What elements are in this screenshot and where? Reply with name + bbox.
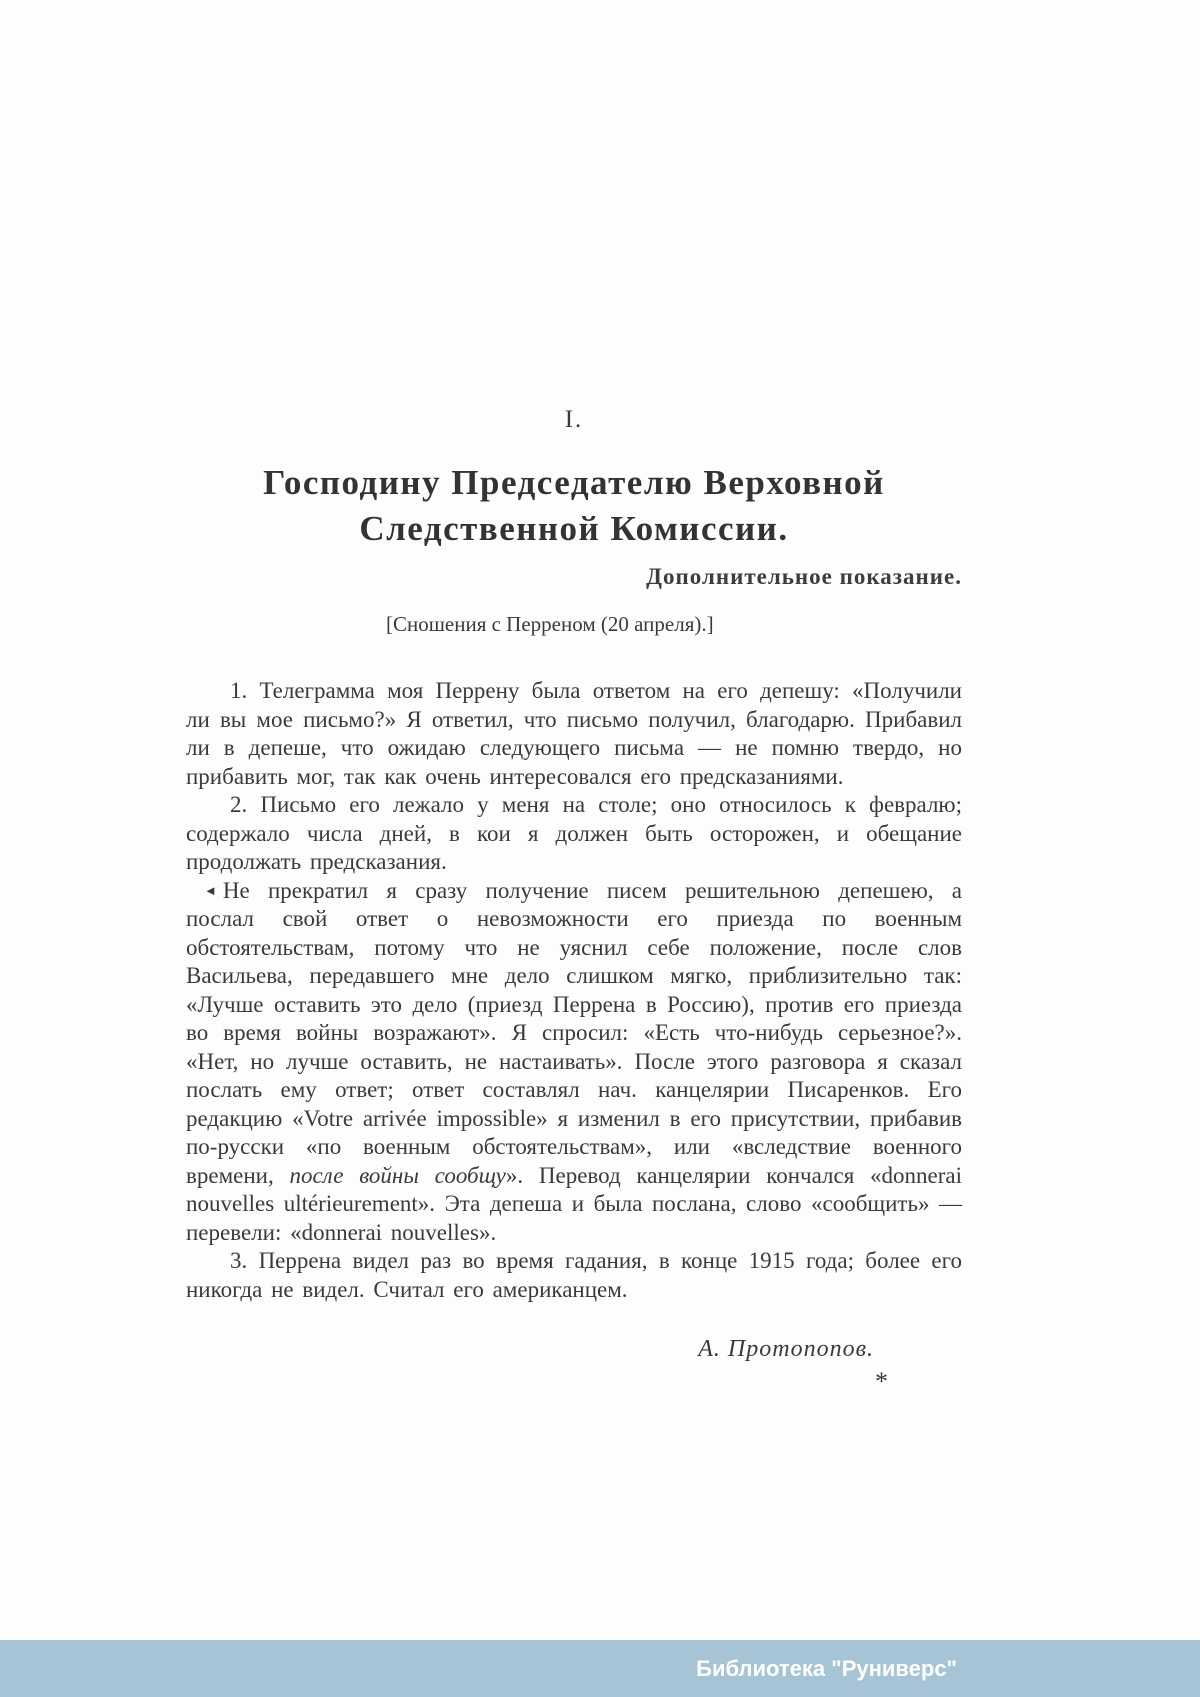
signature: А. Протопопов. bbox=[698, 1336, 874, 1362]
paragraph-marker-icon: ◄ bbox=[204, 882, 217, 898]
paragraph-3-italic-phrase: после войны сообщу bbox=[289, 1162, 506, 1188]
document-title bbox=[186, 460, 962, 552]
paragraph-3 bbox=[186, 877, 962, 1248]
footer-bar bbox=[0, 1640, 1200, 1697]
document-body bbox=[186, 677, 962, 1304]
paragraph-2: 2. Письмо его лежало у меня на столе; оно относилось к февралю; содержало числа дней, в кои я должен быть осторожен, и обещание продолжать предсказания. bbox=[186, 792, 962, 874]
paragraph-3-text: Не прекратил я сразу получение писем решительною депешею, а послал свой ответ о невозможности его приезда по военным обстоятельствам, потому что не уяснил себе положение, после слов Васильева, передавшего мне дело слишком мягко, приблизительно так: «Лучше оставить это дело (приезд Перрена в Россию), против его приезда во время войны возражают». Я спросил: «Есть что-нибудь серьезное?». «Нет, но лучше оставить, не настаивать». После этого разговора я сказал послать ему ответ; ответ составлял нач. канцелярии Писаренков. Его редакцию «Votre arrivée impossible» я изменил в его присутствии, прибавив по-русски «по военным обстоятельствам», или «вследствие военного времени, bbox=[186, 877, 962, 1188]
document-subtitle: Дополнительное показание. bbox=[646, 564, 962, 589]
document-content bbox=[186, 0, 962, 1397]
document-title-line-2: Следственной Комиссии. bbox=[359, 509, 789, 548]
bracketed-note: [Сношения с Перреном (20 апреля).] bbox=[386, 612, 714, 636]
paragraph-4: 3. Перрена видел раз во время гадания, в конце 1915 года; более его никогда не видел. Считал его американцем. bbox=[186, 1248, 962, 1302]
library-watermark: Библиотека "Руниверс" bbox=[696, 1655, 957, 1681]
paragraph-1: 1. Телеграмма моя Перрену была ответом на его депешу: «Получили ли вы мое письмо?» Я ответил, что письмо получил, благодарю. Прибавил ли в депеше, что ожидаю следующего письма — не помню твердо, но прибавить мог, так как очень интересовался его предсказаниями. bbox=[186, 678, 962, 789]
paragraph-3-text-continued: ». Перевод канцелярии кончался «donnerai nouvelles ultérieurement». Эта депеша и была послана, слово «сообщить» — перевели: «donnerai nouvelles». bbox=[186, 1162, 962, 1245]
document-title-line-1: Господину Председателю Верховной bbox=[263, 463, 885, 502]
asterisk-mark: * bbox=[875, 1367, 888, 1396]
section-number: I. bbox=[564, 406, 584, 433]
